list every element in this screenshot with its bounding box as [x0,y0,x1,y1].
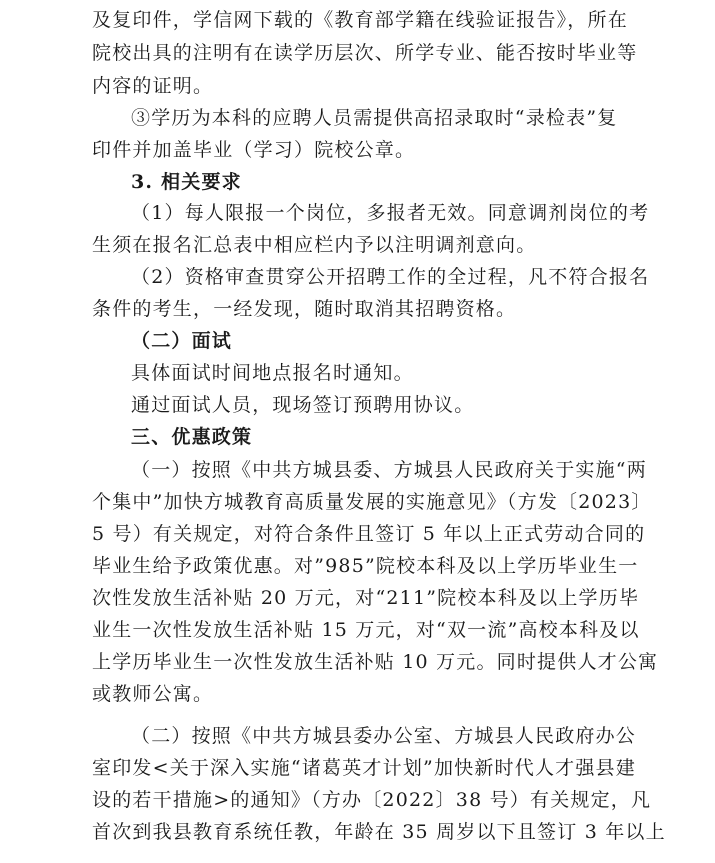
paragraph-line: 具体面试时间地点报名时通知。 [131,362,414,384]
paragraph-line: 及复印件，学信网下载的《教育部学籍在线验证报告》，所在 [92,9,628,31]
paragraph-line: 室印发<关于深入实施“诸葛英才计划”加快新时代人才强县建 [92,757,636,779]
paragraph-line: 条件的考生，一经发现，随时取消其招聘资格。 [92,298,517,320]
paragraph-line: 内容的证明。 [92,75,214,97]
paragraph-line: （2）资格审查贯穿公开招聘工作的全过程，凡不符合报名 [131,266,650,288]
paragraph-line: 5 号）有关规定，对符合条件且签订 5 年以上正式劳动合同的 [92,523,646,545]
paragraph-line: 生须在报名汇总表中相应栏内予以注明调剂意向。 [92,234,537,256]
paragraph-line: 次性发放生活补贴 20 万元，对“211”院校本科及以上学历毕 [92,587,640,609]
paragraph-line: 业生一次性发放生活补贴 15 万元，对“双一流”高校本科及以 [92,619,640,641]
paragraph-line: 个集中”加快方城教育高质量发展的实施意见》（方发〔2023〕 [92,491,652,513]
paragraph-line: 或教师公寓。 [92,683,214,705]
paragraph-line: 印件并加盖毕业（学习）院校公章。 [92,139,416,161]
section-heading: 三、优惠政策 [131,426,253,448]
paragraph-line: 首次到我县教育系统任教，年龄在 35 周岁以下且签订 3 年以上 [92,821,666,843]
paragraph-line: 毕业生给予政策优惠。对”985”院校本科及以上学历毕业生一 [92,555,639,577]
paragraph-line: 设的若干措施>的通知》（方办〔2022〕38 号）有关规定，凡 [92,789,652,811]
paragraph-line: 上学历毕业生一次性发放生活补贴 10 万元。同时提供人才公寓 [92,651,659,673]
section-heading: （二）面试 [131,330,233,352]
paragraph-line: 院校出具的注明有在读学历层次、所学专业、能否按时毕业等 [92,42,638,64]
paragraph-line: （1）每人限报一个岗位，多报者无效。同意调剂岗位的考 [131,202,650,224]
paragraph-line: ③学历为本科的应聘人员需提供高招录取时“录检表”复 [131,107,618,129]
paragraph-line: 通过面试人员，现场签订预聘用协议。 [131,394,475,416]
section-heading: 3. 相关要求 [131,171,242,193]
paragraph-line: （二）按照《中共方城县委办公室、方城县人民政府办公 [131,725,637,747]
paragraph-line: （一）按照《中共方城县委、方城县人民政府关于实施“两 [131,459,647,481]
